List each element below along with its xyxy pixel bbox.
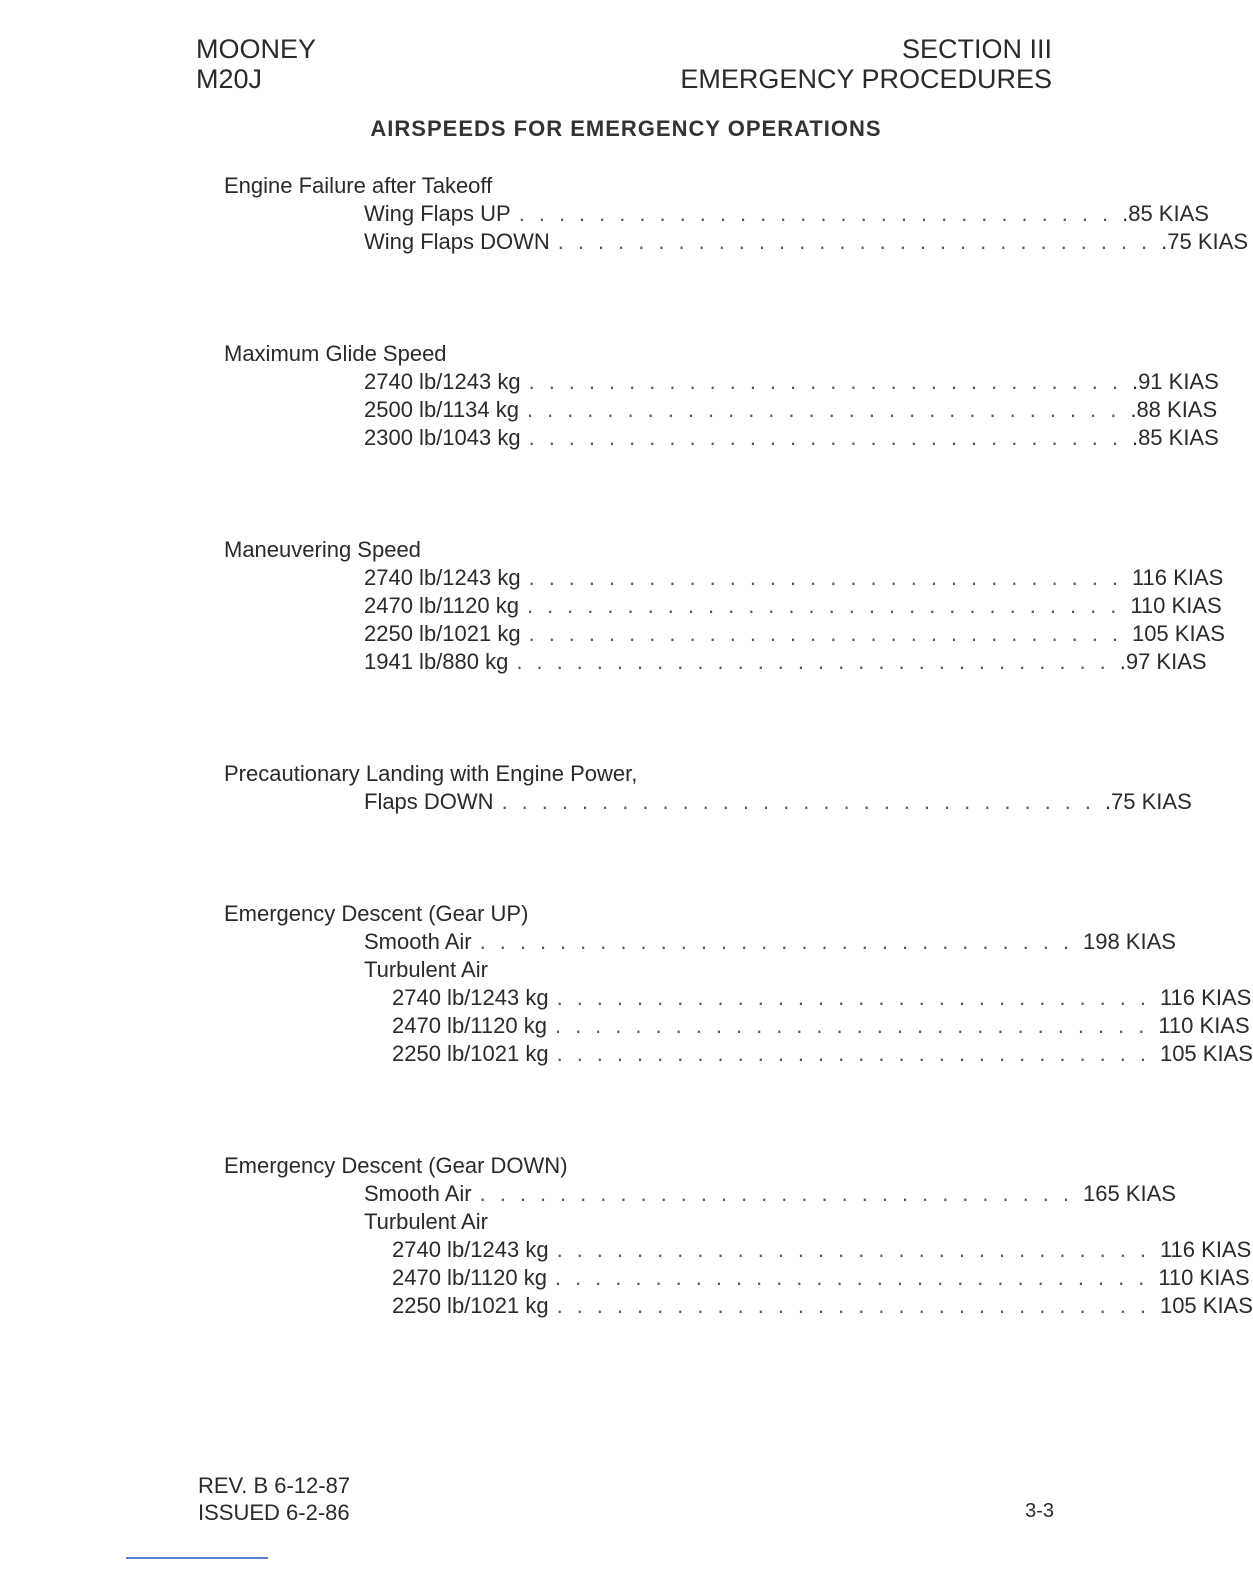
airspeed-row	[224, 592, 1222, 620]
dot-leader: ..............................	[516, 649, 1120, 674]
dot-leader: ..............................	[528, 425, 1132, 450]
section-number: SECTION III	[901, 34, 1052, 64]
page-title: AIRSPEEDS FOR EMERGENCY OPERATIONS	[370, 116, 882, 141]
row-label: 2470 lb/1120 kg	[364, 593, 519, 618]
row-value: .75 KIAS	[1161, 229, 1249, 254]
bottom-link-underline	[126, 1557, 268, 1559]
airspeed-group	[224, 172, 1249, 256]
airspeed-row	[224, 1208, 1028, 1236]
row-value: .85 KIAS	[1122, 201, 1209, 226]
footer-revision	[198, 1472, 350, 1526]
airspeed-groups	[224, 172, 1253, 1320]
airspeed-row	[224, 788, 1192, 816]
row-label: 2250 lb/1021 kg	[364, 621, 521, 646]
dot-leader: ..............................	[556, 1041, 1160, 1066]
page-number: 3-3	[1025, 1500, 1054, 1522]
airspeed-row	[224, 1040, 1253, 1068]
airspeed-row	[224, 648, 1207, 676]
dot-leader: ..............................	[528, 621, 1132, 646]
row-label: Turbulent Air	[364, 1209, 488, 1234]
airspeed-row	[224, 200, 1209, 228]
row-label: 2740 lb/1243 kg	[392, 1237, 549, 1262]
row-label: 2740 lb/1243 kg	[364, 369, 521, 394]
row-label: 2250 lb/1021 kg	[392, 1293, 549, 1318]
airspeed-row	[224, 228, 1249, 256]
row-value: 105 KIAS	[1131, 621, 1225, 646]
row-label: 2470 lb/1120 kg	[392, 1265, 547, 1290]
header-right	[680, 34, 1052, 94]
airspeed-row	[224, 928, 1176, 956]
dot-leader: ..............................	[556, 985, 1160, 1010]
row-value: 116 KIAS	[1159, 1237, 1252, 1262]
dot-leader: ..............................	[554, 1013, 1159, 1038]
dot-leader: ..............................	[556, 1237, 1160, 1262]
row-value: 116 KIAS	[1131, 565, 1224, 590]
row-value: 198 KIAS	[1082, 929, 1176, 954]
dot-leader: ..............................	[554, 1265, 1159, 1290]
row-label: 2300 lb/1043 kg	[364, 425, 521, 450]
row-label: 2500 lb/1134 kg	[364, 397, 519, 422]
section-title: EMERGENCY PROCEDURES	[680, 64, 1052, 94]
group-title: Precautionary Landing with Engine Power,	[224, 761, 638, 786]
dot-leader: ..............................	[479, 929, 1083, 954]
dot-leader: ..............................	[556, 1293, 1160, 1318]
row-value: .88 KIAS	[1130, 397, 1218, 422]
row-label: Flaps DOWN	[364, 789, 494, 814]
airspeed-group	[224, 1152, 1253, 1320]
manufacturer: MOONEY	[196, 34, 317, 64]
group-title: Maximum Glide Speed	[224, 341, 447, 366]
row-label: 2740 lb/1243 kg	[364, 565, 521, 590]
row-value: .91 KIAS	[1131, 369, 1219, 394]
airspeed-group	[224, 900, 1253, 1068]
row-value: 116 KIAS	[1159, 985, 1252, 1010]
airspeed-row	[224, 984, 1252, 1012]
row-value: 110 KIAS	[1158, 1013, 1250, 1038]
row-value: 110 KIAS	[1130, 593, 1222, 618]
dot-leader: ..............................	[518, 201, 1123, 226]
airspeed-row	[224, 564, 1224, 592]
group-title: Emergency Descent (Gear DOWN)	[224, 1153, 568, 1178]
dot-leader: ..............................	[557, 229, 1162, 254]
row-value: 110 KIAS	[1158, 1265, 1250, 1290]
airspeed-group	[224, 536, 1225, 676]
row-value: 105 KIAS	[1159, 1041, 1253, 1066]
airspeed-row	[224, 956, 1028, 984]
dot-leader: ..............................	[526, 593, 1131, 618]
group-title: Maneuvering Speed	[224, 537, 421, 562]
group-title: Emergency Descent (Gear UP)	[224, 901, 529, 926]
revision-label: REV. B 6-12-87	[198, 1473, 351, 1498]
row-value: .85 KIAS	[1131, 425, 1219, 450]
header-left	[196, 34, 316, 94]
row-label: 2740 lb/1243 kg	[392, 985, 549, 1010]
dot-leader: ..............................	[528, 565, 1132, 590]
airspeed-row	[224, 620, 1225, 648]
row-value: .75 KIAS	[1104, 789, 1192, 814]
row-value: 165 KIAS	[1082, 1181, 1176, 1206]
issued-label: ISSUED 6-2-86	[198, 1500, 350, 1525]
row-value: .97 KIAS	[1119, 649, 1207, 674]
airspeed-group	[224, 760, 1192, 816]
airspeed-row	[224, 1292, 1253, 1320]
airspeed-row	[224, 368, 1219, 396]
dot-leader: ..............................	[501, 789, 1105, 814]
airspeed-row	[224, 1264, 1250, 1292]
airspeed-row	[224, 424, 1219, 452]
dot-leader: ..............................	[526, 397, 1131, 422]
airspeed-row	[224, 396, 1218, 424]
group-title: Engine Failure after Takeoff	[224, 173, 493, 198]
dot-leader: ..............................	[528, 369, 1132, 394]
model: M20J	[196, 64, 263, 94]
airspeed-row	[224, 1012, 1250, 1040]
row-label: Smooth Air	[364, 929, 472, 954]
row-label: 2470 lb/1120 kg	[392, 1013, 547, 1038]
row-label: 2250 lb/1021 kg	[392, 1041, 549, 1066]
airspeed-row	[224, 1236, 1252, 1264]
row-label: Wing Flaps UP	[364, 201, 511, 226]
dot-leader: ..............................	[479, 1181, 1083, 1206]
airspeed-group	[224, 340, 1219, 452]
row-label: Wing Flaps DOWN	[364, 229, 550, 254]
row-label: Turbulent Air	[364, 957, 488, 982]
row-label: Smooth Air	[364, 1181, 472, 1206]
row-value: 105 KIAS	[1159, 1293, 1253, 1318]
airspeed-row	[224, 1180, 1176, 1208]
row-label: 1941 lb/880 kg	[364, 649, 509, 674]
